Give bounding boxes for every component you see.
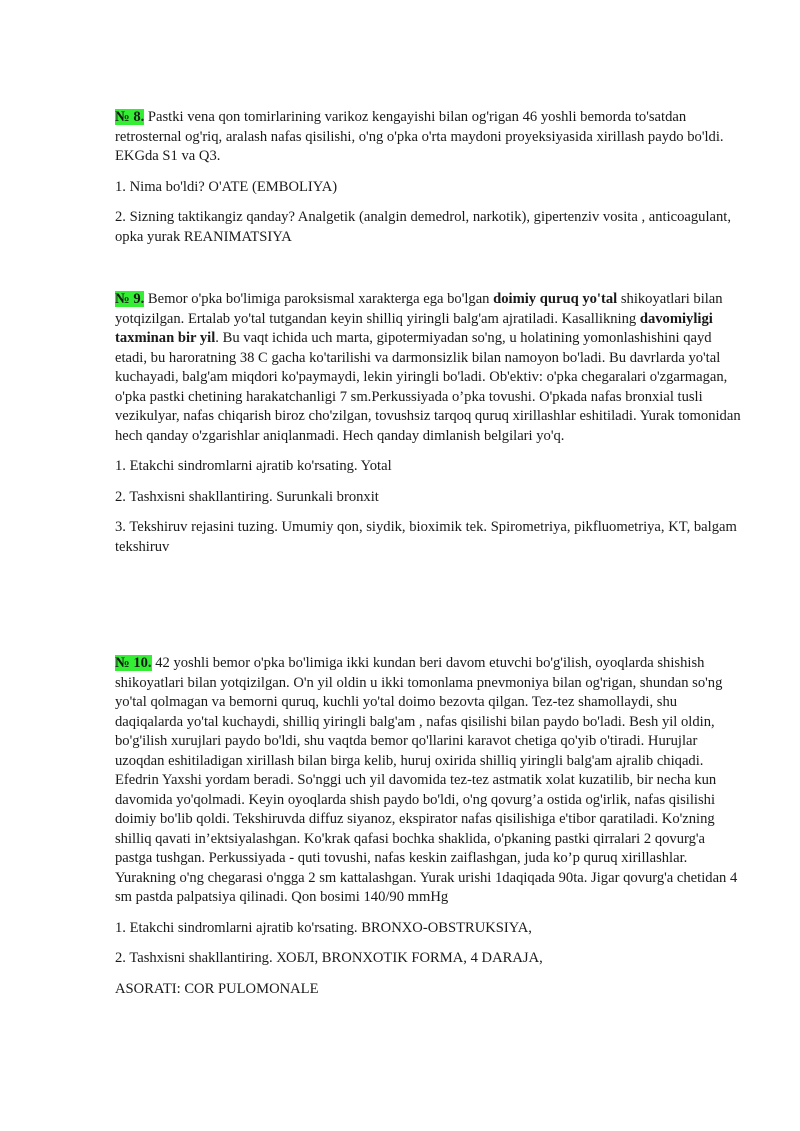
case-10 [115,654,745,999]
case-10-question-2: 2. Tashxisni shakllantiring. ХОБЛ, BRONXOTIK FORMA, 4 DARAJA, [115,950,543,966]
case-10-text: 42 yoshli bemor o'pka bo'limiga ikki kundan beri davom etuvchi bo'g'ilish, oyoqlarda shishish shikoyatlari bilan yotqizilgan. O'n yil oldin u ikki tomonlama pnevmoniya bilan og'rigan, shundan so'ng yo'tal qolmagan va bemorni quruq, kuchli yo'tal doimo bezovta qilgan. Tez-tez shamollaydi, shu daqiqalarda yo'tal kuchaydi, shilliq yiringli balg'am , nafas qisilishi bilan paydo bo'ladi. Besh yil oldin, bo'g'ilish xurujlari paydo bo'ldi, shu vaqtda bemor qo'llarini karavot chetiga qo'yib o'tiradi. Hurujlar uzoqdan eshitiladigan xirillash bilan birga kelib, huruj oxirida shilliq yiringli balg'am ajralib chiqadi. Efedrin Yaxshi yordam beradi. So'nggi uch yil davomida tez-tez astmatik xolat kuzatilib, bir necha kun davomida yo'qolmadi. Keyin oyoqlarda shish paydo bo'ldi, o'ng qovurg’a ostida og'irlik, nafas qisilishi doimiy bo'lib qoldi. Tekshiruvda diffuz siyanoz, ekspirator nafas qisilishiga e'tibor qaratiladi. Ko'zning shilliq qavati in’ektsiyalashgan. Ko'krak qafasi bochka shaklida, o'pkaning pastki qirralari 2 qovurg'a pastga tushgan. Perkussiyada - quti tovushi, nafas keskin zaiflashgan, juda ko’p quruq xirillashlar. Yurakning o'ng chegarasi o'ngga 2 sm kattalashgan. Yurak urishi 1daqiqada 90ta. Jigar qovurg'a chetidan 4 sm pastda palpatsiya qilinadi. Qon bosimi 140/90 mmHg [115,655,738,905]
case-8 [115,108,745,247]
case-9-statement [115,290,745,446]
case-9-question-2: 2. Tashxisni shakllantiring. Surunkali bronxit [115,488,379,505]
case-9-text-1: Bemor o'pka bo'limiga paroksismal xarakterga ega bo'lgan [144,291,494,307]
case-10-complication: ASORATI: COR PULOMONALE [115,980,319,997]
case-9-text-3: . Bu vaqt ichida uch marta, gipotermiyadan so'ng, u holatining yomonlashishini qayd etadi, bu haroratning 38 C gacha ko'tarilishi va darmonsizlik bilan namoyon bo'ladi. Bu davrlarda yo'tal kuchayadi, balg'am miqdori ko'paymaydi, lekin yiringli bo'ladi. Ob'ektiv: o'pka chegaralari o'zgarmagan, o'pka pastki chetining harakatchanligi 7 sm.Perkussiyada o’pka tovushi. O'pkada nafas bronxial tusli vezikulyar, nafas chiqarish biroz cho'zilgan, tovushsiz tarqoq quruq xirillashlar eshitiladi. Yurak tomonidan hech qanday o'zgarishlar aniqlanmadi. Hech qanday dimlanish belgilari yo'q. [115,330,741,444]
case-10-question-1: 1. Etakchi sindromlarni ajratib ko'rsating. BRONXO-OBSTRUKSIYA, [115,919,532,936]
case-9-number: № 9. [115,291,145,307]
case-10-statement [115,654,745,908]
case-8-question-2: 2. Sizning taktikangiz qanday? Analgetik (analgin demedrol, narkotik), gipertenziv vosita , anticoagulant, opka yurak REANIMATSIYA [115,209,732,245]
case-9 [115,290,745,557]
case-9-question-1: 1. Etakchi sindromlarni ajratib ko'rsating. Yotal [115,458,392,474]
case-8-text: Pastki vena qon tomirlarining varikoz kengayishi bilan og'rigan 46 yoshli bemorda to'satdan retrosternal og'riq, aralash nafas qisilishi, o'ng o'pka o'rta maydoni proyeksiyasida xirillash paydo bo'ldi. EKGda S1 va Q3. [115,109,724,164]
case-9-bold-1: doimiy quruq yo'tal [493,291,618,307]
case-8-number: № 8. [115,109,145,125]
case-8-statement [115,108,745,167]
case-9-question-3: 3. Tekshiruv rejasini tuzing. Umumiy qon, siydik, bioximik tek. Spirometriya, pikfluometriya, KT, balgam tekshiruv [115,519,737,555]
case-8-question-1: 1. Nima bo'ldi? O'ATE (EMBOLIYA) [115,178,338,195]
case-9-bold-2: davomiyligi taxminan bir yil [115,310,713,346]
case-9-text-2: shikoyatlari bilan yotqizilgan. Ertalab yo'tal tutgandan keyin shilliq yiringli balg'am ajratiladi. Kasallikning [115,291,723,327]
case-10-number: № 10. [115,655,152,671]
